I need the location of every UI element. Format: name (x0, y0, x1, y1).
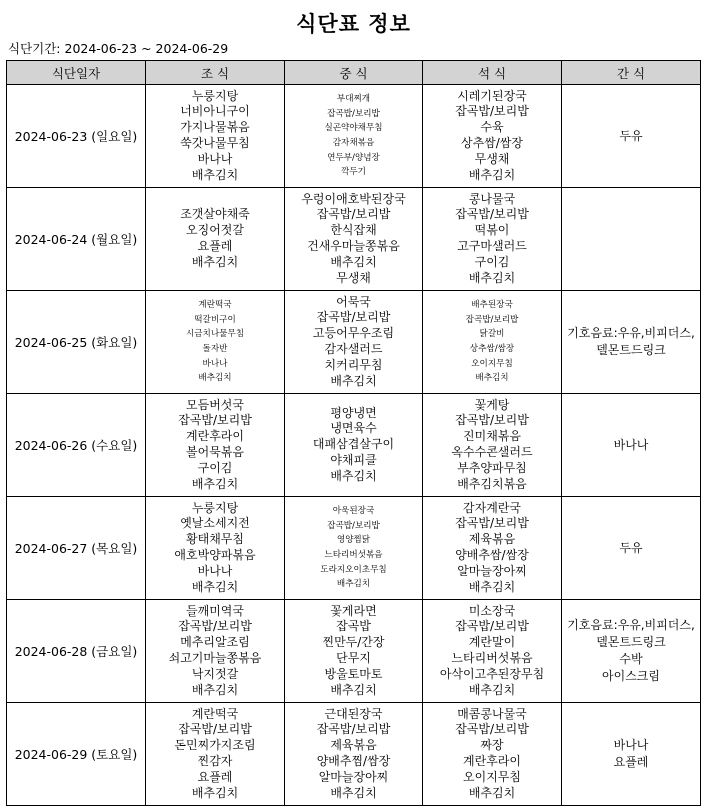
menu-item: 무생채 (336, 270, 371, 285)
menu-item: 쇠고기마늘쫑볶음 (168, 651, 262, 665)
lunch-items (285, 406, 422, 485)
menu-item: 배추된장국 (471, 300, 513, 311)
date-cell: 2024-06-28 (금요일) (7, 600, 146, 703)
menu-item: 배추김치볶음 (457, 476, 527, 491)
menu-item: 돌자반 (202, 344, 228, 354)
menu-item: 잡곡밥/보리밥 (455, 619, 529, 634)
menu-item: 시레기된장국 (457, 88, 527, 103)
menu-item: 배추김치 (198, 373, 232, 384)
menu-item: 잡곡밥/보리밥 (327, 108, 380, 119)
breakfast-cell (146, 497, 285, 600)
menu-item: 누룽지탕 (191, 500, 239, 515)
dinner-cell (423, 188, 562, 291)
breakfast-items (146, 207, 284, 270)
dinner-cell (423, 600, 562, 703)
snack-cell (562, 703, 701, 806)
menu-item: 애호박양파볶음 (174, 548, 256, 562)
menu-item: 무생채 (474, 151, 510, 166)
dinner-cell (423, 291, 562, 394)
menu-item: 잡곡밥/보리밥 (316, 207, 391, 222)
dinner-cell (423, 394, 562, 497)
menu-item: 배추김치 (336, 579, 371, 590)
table-row (7, 394, 701, 497)
date-cell: 2024-06-24 (월요일) (7, 188, 146, 291)
menu-item: 배추김치 (191, 254, 239, 269)
breakfast-items (146, 604, 284, 699)
lunch-items (285, 504, 422, 592)
menu-item: 돈민찌가지조림 (174, 738, 256, 753)
menu-item: 상추쌈/쌈장 (469, 344, 515, 354)
menu-item: 깍두기 (341, 167, 366, 178)
header-date: 식단일자 (7, 61, 146, 85)
menu-item: 낙지젓갈 (191, 666, 239, 681)
menu-item: 델몬트드링크 (596, 635, 666, 649)
menu-item: 고등어무우조림 (312, 326, 395, 341)
lunch-cell (285, 188, 423, 291)
snack-cell (562, 291, 701, 394)
header-dinner: 석 식 (423, 61, 562, 85)
menu-item: 잡곡밥/보리밥 (455, 104, 529, 119)
menu-item: 아삭이고추된장무침 (439, 666, 545, 681)
menu-item: 배추김치 (330, 254, 377, 269)
menu-item: 알마늘장아찌 (318, 769, 389, 784)
menu-item: 배추김치 (468, 270, 516, 285)
menu-item: 잡곡밥/보리밥 (455, 207, 529, 222)
header-lunch: 중 식 (285, 61, 423, 85)
menu-item: 메추리알조림 (180, 635, 250, 650)
menu-item: 건새우마늘쫑볶음 (307, 239, 400, 253)
menu-item: 바나나 (613, 738, 649, 752)
menu-item: 배추김치 (191, 579, 239, 594)
menu-item: 잡곡밥/보리밥 (455, 722, 529, 737)
lunch-cell (285, 497, 423, 600)
menu-item: 단무지 (336, 651, 371, 665)
breakfast-items (146, 707, 284, 802)
snack-cell (562, 188, 701, 291)
breakfast-items (146, 501, 284, 596)
breakfast-cell (146, 85, 285, 188)
menu-item: 두유 (619, 128, 643, 143)
dinner-items (423, 298, 561, 386)
menu-item: 구이김 (474, 254, 510, 269)
menu-item: 방울토마토 (324, 666, 383, 681)
date-cell: 2024-06-27 (목요일) (7, 497, 146, 600)
menu-item: 바나나 (613, 437, 649, 452)
page-title: 식단표 정보 (296, 12, 411, 36)
menu-item: 수박 (619, 652, 643, 666)
breakfast-cell (146, 291, 285, 394)
lunch-cell (285, 600, 423, 703)
menu-item: 양배추쌈/쌈장 (455, 548, 529, 562)
menu-item: 감자채볶음 (332, 138, 375, 148)
menu-item: 잡곡밥/보리밥 (455, 516, 529, 531)
menu-item: 조갯살야채죽 (180, 207, 250, 222)
menu-item: 야채피클 (330, 452, 377, 467)
menu-item: 구이김 (197, 460, 233, 475)
snack-items (562, 737, 700, 771)
snack-cell (562, 497, 701, 600)
snack-items (562, 437, 700, 454)
menu-item: 배추김치 (191, 476, 239, 491)
lunch-cell (285, 394, 423, 497)
menu-item: 두유 (619, 540, 643, 555)
table-row (7, 188, 701, 291)
table-row (7, 600, 701, 703)
menu-item: 근대된장국 (324, 706, 383, 721)
menu-item: 알마늘장아찌 (457, 563, 527, 578)
dinner-cell (423, 85, 562, 188)
lunch-items (285, 604, 422, 699)
snack-cell (562, 600, 701, 703)
menu-item: 떡갈비구이 (194, 314, 236, 325)
menu-item: 떡볶이 (474, 223, 510, 238)
menu-item: 배추김치 (191, 167, 239, 182)
dinner-items (423, 398, 561, 493)
breakfast-items (146, 89, 284, 184)
menu-item: 오이지무침 (463, 769, 521, 784)
menu-item: 대패삼겹살구이 (312, 437, 395, 452)
menu-item: 아이스크림 (602, 669, 660, 683)
menu-item: 감자계란국 (463, 500, 521, 515)
date-cell: 2024-06-23 (일요일) (7, 85, 146, 188)
snack-items (562, 617, 700, 685)
menu-item: 한식잡채 (330, 223, 377, 238)
lunch-items (285, 295, 422, 390)
dinner-items (423, 192, 561, 287)
menu-item: 들깨미역국 (186, 603, 244, 618)
menu-item: 잡곡밥/보리밥 (316, 722, 391, 737)
table-row (7, 703, 701, 806)
menu-item: 배추김치 (191, 682, 239, 697)
menu-item: 잡곡밥 (336, 619, 371, 634)
menu-item: 매콤콩나물국 (457, 706, 527, 721)
menu-item: 옛날소세지전 (180, 516, 250, 531)
menu-item: 감자샐러드 (324, 342, 383, 356)
menu-item: 아욱된장국 (332, 506, 375, 517)
menu-item: 누룽지탕 (191, 88, 239, 103)
snack-items (562, 325, 700, 359)
menu-item: 바나나 (202, 358, 228, 369)
menu-item: 계란떡국 (191, 706, 239, 721)
menu-item: 배추김치 (475, 373, 509, 384)
menu-item: 황태채무침 (186, 532, 244, 547)
menu-item: 모듬버섯국 (186, 397, 244, 412)
header-snack: 간 식 (562, 61, 701, 85)
table-row (7, 85, 701, 188)
menu-item: 느타리버섯볶음 (324, 550, 383, 560)
menu-item: 실곤약야채무침 (324, 123, 383, 134)
menu-item: 델몬트드링크 (596, 343, 666, 357)
header-breakfast: 조 식 (146, 61, 285, 85)
table-row (7, 291, 701, 394)
dinner-cell (423, 497, 562, 600)
menu-item: 고구마샐러드 (457, 239, 527, 253)
menu-item: 짜장 (480, 738, 504, 753)
date-cell: 2024-06-25 (화요일) (7, 291, 146, 394)
menu-item: 계란말이 (468, 635, 516, 650)
menu-item: 계란떡국 (198, 300, 232, 311)
snack-cell (562, 394, 701, 497)
menu-item: 기호음료:우유,비피더스, (567, 618, 695, 632)
menu-item: 잡곡밥/보리밥 (465, 314, 519, 325)
menu-item: 꽃게라면 (330, 603, 377, 618)
menu-item: 냉면육수 (330, 421, 377, 436)
menu-item: 평양냉면 (330, 405, 377, 420)
menu-item: 수육 (480, 120, 504, 135)
table-row (7, 497, 701, 600)
menu-item: 양배추찜/쌈장 (316, 754, 391, 768)
meal-table (6, 60, 701, 806)
dinner-items (423, 707, 561, 802)
menu-item: 도라지오이초무침 (320, 564, 387, 575)
menu-item: 제육볶음 (330, 738, 377, 753)
dinner-cell (423, 703, 562, 806)
menu-item: 잡곡밥/보리밥 (178, 722, 252, 737)
menu-item: 상추쌈/쌈장 (460, 136, 523, 150)
menu-item: 오이지무침 (471, 358, 513, 369)
menu-item: 콩나물국 (468, 191, 516, 206)
menu-item: 배추김치 (191, 785, 239, 800)
table-header-row (7, 61, 701, 85)
menu-item: 너비아니구이 (180, 104, 250, 119)
breakfast-cell (146, 394, 285, 497)
menu-item: 오징어젓갈 (186, 223, 244, 238)
lunch-cell (285, 291, 423, 394)
menu-item: 느타리버섯볶음 (451, 651, 533, 665)
menu-item: 어묵국 (336, 294, 371, 309)
snack-items (562, 540, 700, 557)
menu-item: 찐감자 (197, 754, 233, 768)
menu-item: 영양찜닭 (336, 535, 371, 546)
menu-item: 계란후라이 (186, 429, 244, 444)
menu-item: 치커리무침 (324, 357, 383, 372)
menu-item: 가지나물볶음 (180, 120, 250, 135)
menu-item: 계란후라이 (463, 754, 521, 768)
dinner-items (423, 604, 561, 699)
menu-item: 우렁이애호박된장국 (301, 191, 406, 206)
lunch-cell (285, 85, 423, 188)
menu-item: 꽃게탕 (474, 397, 510, 412)
date-cell: 2024-06-29 (토요일) (7, 703, 146, 806)
menu-item: 잡곡밥/보리밥 (327, 520, 380, 531)
menu-item: 요플레 (197, 769, 233, 784)
menu-item: 배추김치 (330, 785, 377, 800)
lunch-items (285, 92, 422, 180)
breakfast-cell (146, 600, 285, 703)
meal-period: 식단기간: 2024-06-23 ~ 2024-06-29 (8, 41, 229, 56)
menu-item: 부대찌개 (336, 94, 371, 105)
menu-item: 배추김치 (330, 373, 377, 388)
menu-item: 시금치나물무침 (185, 329, 245, 340)
menu-item: 잡곡밥/보리밥 (178, 619, 252, 634)
menu-item: 잡곡밥/보리밥 (316, 310, 391, 325)
menu-item: 잡곡밥/보리밥 (178, 413, 252, 428)
menu-item: 배추김치 (330, 468, 377, 483)
date-cell: 2024-06-26 (수요일) (7, 394, 146, 497)
dinner-items (423, 501, 561, 596)
menu-item: 배추김치 (468, 579, 516, 594)
lunch-items (285, 192, 422, 287)
menu-item: 볼어묵볶음 (186, 445, 244, 459)
menu-item: 바나나 (197, 563, 233, 578)
lunch-cell (285, 703, 423, 806)
menu-item: 미소장국 (468, 603, 516, 618)
menu-item: 진미채볶음 (463, 429, 521, 444)
menu-item: 배추김치 (330, 682, 377, 697)
menu-item: 닭갈비 (479, 329, 505, 340)
lunch-items (285, 707, 422, 802)
menu-item: 바나나 (197, 151, 233, 166)
menu-item: 잡곡밥/보리밥 (455, 413, 529, 428)
menu-item: 배추김치 (468, 167, 516, 182)
menu-item: 배추김치 (468, 682, 516, 697)
snack-cell (562, 85, 701, 188)
menu-item: 쑥갓나물무침 (180, 136, 250, 150)
dinner-items (423, 89, 561, 184)
breakfast-items (146, 398, 284, 493)
snack-items (562, 128, 700, 145)
menu-item: 찐만두/간장 (322, 635, 385, 650)
menu-item: 요플레 (197, 239, 233, 253)
breakfast-items (146, 298, 284, 386)
menu-item: 요플레 (613, 755, 649, 769)
menu-item: 부추양파무침 (457, 460, 527, 475)
menu-item: 기호음료:우유,비피더스, (567, 326, 695, 340)
menu-item: 옥수수콘샐러드 (451, 445, 533, 459)
breakfast-cell (146, 188, 285, 291)
breakfast-cell (146, 703, 285, 806)
table-body (7, 85, 701, 806)
menu-item: 연두부/양념장 (327, 152, 380, 163)
menu-item: 제육볶음 (468, 532, 516, 547)
menu-item: 배추김치 (468, 785, 516, 800)
